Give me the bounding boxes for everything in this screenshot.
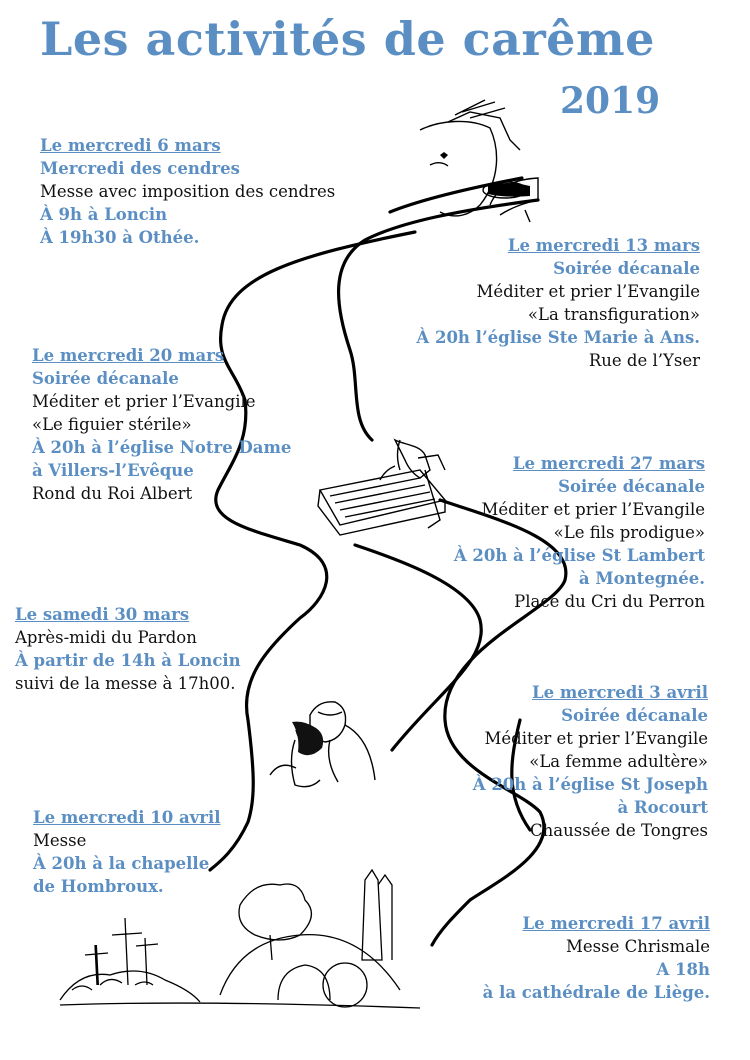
- event-place: À 20h à la chapelle: [33, 854, 210, 873]
- event-place: À 20h à l’église St Joseph: [472, 775, 708, 794]
- event-date: Le mercredi 3 avril: [531, 683, 708, 702]
- event-text: Méditer et prier l’Evangile: [32, 392, 256, 411]
- event-3-avril: [473, 681, 708, 842]
- page-title: Les activités de carême: [40, 12, 655, 66]
- event-place: à Montegnée.: [578, 569, 705, 588]
- event-note: Chaussée de Tongres: [530, 821, 708, 840]
- event-date: Le mercredi 13 mars: [507, 236, 700, 255]
- event-text: «Le fils prodigue»: [553, 523, 705, 542]
- event-heading: Mercredi des cendres: [40, 159, 240, 178]
- event-place: À 20h à l’église St Lambert: [453, 546, 705, 565]
- event-10-avril: [33, 806, 221, 898]
- event-place: A 18h: [656, 960, 710, 979]
- event-place: À 9h à Loncin: [40, 205, 168, 224]
- event-heading: Soirée décanale: [561, 706, 708, 725]
- event-date: Le samedi 30 mars: [15, 605, 190, 624]
- event-27-mars: [454, 452, 705, 613]
- event-place: À 20h à l’église Notre Dame: [32, 438, 292, 457]
- year: 2019: [560, 80, 661, 122]
- event-text: «La transfiguration»: [527, 305, 700, 324]
- event-date: Le mercredi 27 mars: [512, 454, 705, 473]
- event-text: Messe: [33, 831, 87, 850]
- event-date: Le mercredi 20 mars: [32, 346, 225, 365]
- event-heading: Soirée décanale: [553, 259, 700, 278]
- event-place: à Villers-l’Evêque: [32, 461, 194, 480]
- event-text: Méditer et prier l’Evangile: [484, 729, 708, 748]
- event-note: Rue de l’Yser: [588, 351, 700, 370]
- event-place: de Hombroux.: [33, 877, 164, 896]
- event-place: À 19h30 à Othée.: [40, 228, 200, 247]
- event-place: à la cathédrale de Liège.: [482, 983, 710, 1002]
- event-13-mars: [416, 234, 700, 372]
- event-date: Le mercredi 6 mars: [40, 136, 221, 155]
- event-text: «La femme adultère»: [529, 752, 708, 771]
- event-20-mars: [32, 344, 291, 505]
- event-heading: Soirée décanale: [558, 477, 705, 496]
- event-30-mars: [15, 603, 241, 695]
- event-6-mars: [40, 134, 335, 249]
- event-date: Le mercredi 10 avril: [33, 808, 221, 827]
- event-text: Méditer et prier l’Evangile: [476, 282, 700, 301]
- event-note: suivi de la messe à 17h00.: [15, 674, 236, 693]
- event-text: Méditer et prier l’Evangile: [481, 500, 705, 519]
- praying-over-bible-icon: [318, 440, 445, 535]
- event-place: à Rocourt: [617, 798, 708, 817]
- event-date: Le mercredi 17 avril: [522, 914, 710, 933]
- event-text: «Le figuier stérile»: [32, 415, 192, 434]
- event-text: Après-midi du Pardon: [15, 628, 197, 647]
- event-text: Messe avec imposition des cendres: [40, 182, 336, 201]
- event-place: À partir de 14h à Loncin: [15, 651, 241, 670]
- event-note: Rond du Roi Albert: [32, 484, 193, 503]
- event-17-avril: [483, 912, 710, 1004]
- event-note: Place du Cri du Perron: [514, 592, 705, 611]
- event-heading: Soirée décanale: [32, 369, 179, 388]
- event-text: Messe Chrismale: [565, 937, 710, 956]
- path-left-edge: [210, 232, 415, 870]
- event-place: À 20h l’église Ste Marie à Ans.: [416, 328, 700, 347]
